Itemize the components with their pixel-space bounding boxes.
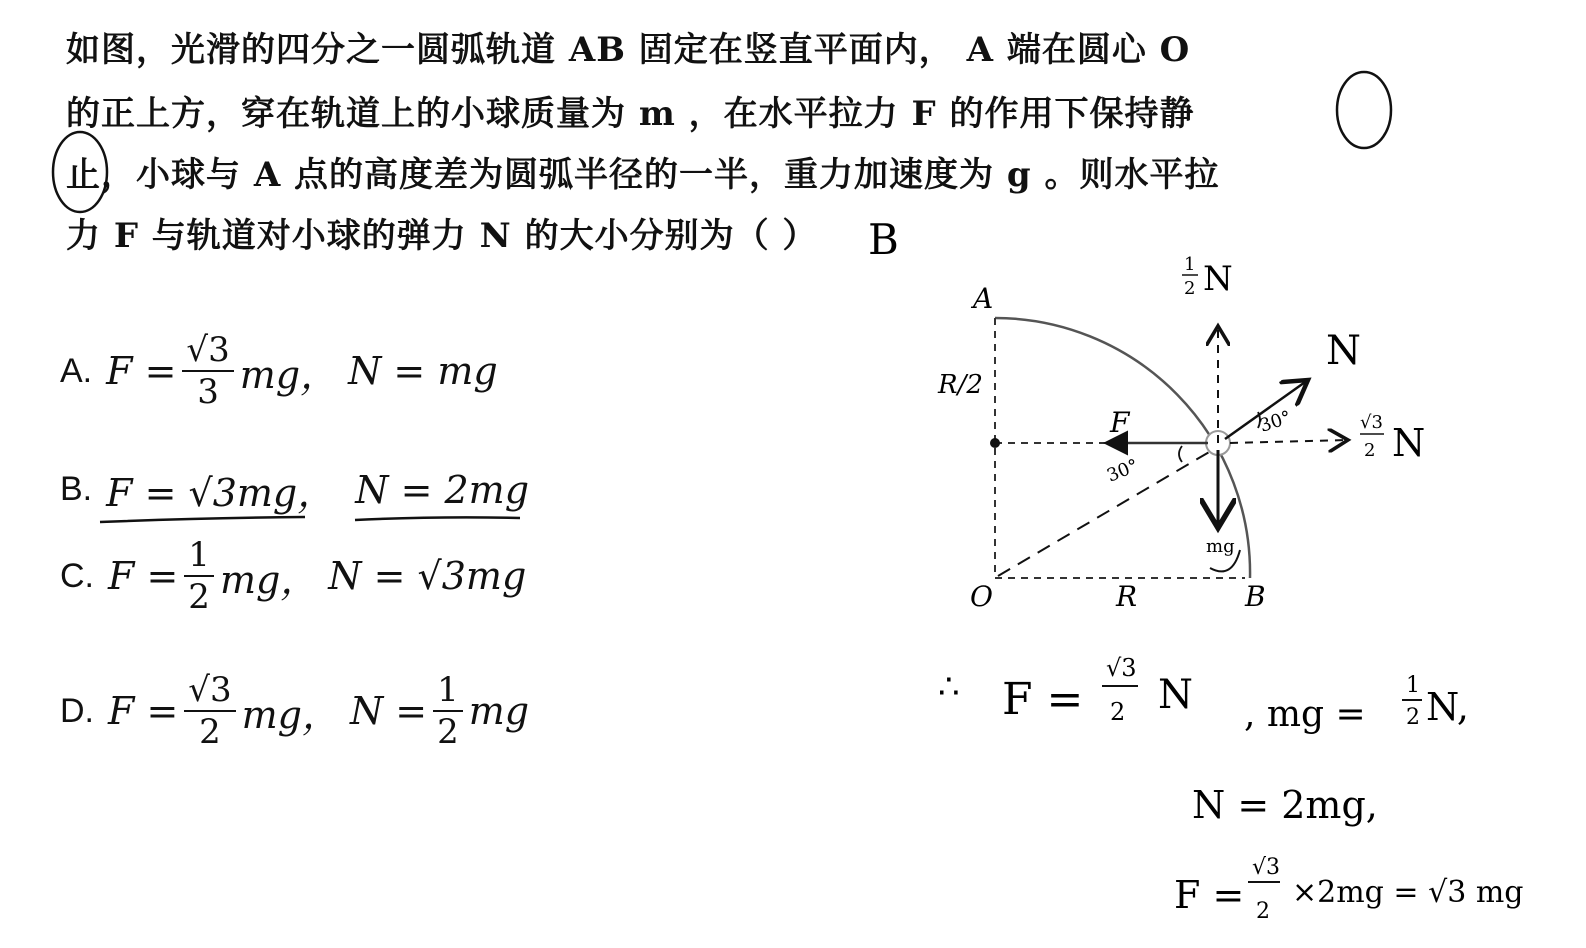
option-c[interactable]: C. F = $\frac{1}{2}$ mg， N = √3mg	[60, 535, 527, 617]
handwritten-working	[930, 640, 1570, 940]
work-line1-left: F =	[1002, 674, 1084, 725]
svg-text:N: N	[1203, 259, 1233, 299]
work-line3-right: ×2mg = √3 mg	[1292, 875, 1524, 910]
svg-text:2: 2	[1256, 899, 1270, 924]
mid-point-dot	[990, 438, 1000, 448]
option-label: C.	[60, 556, 94, 595]
angle-lower-label: 30°	[1104, 455, 1142, 487]
label-f: F	[1110, 406, 1130, 439]
label-r: R	[1116, 580, 1138, 613]
svg-text:√3: √3	[1360, 412, 1383, 433]
svg-text:2: 2	[1406, 705, 1420, 730]
label-r-half: R/2	[938, 370, 983, 400]
circle-mark-zhi	[53, 132, 107, 212]
svg-text:1: 1	[1184, 254, 1196, 275]
label-a: A	[973, 282, 994, 315]
question-line-2: 的正上方，穿在轨道上的小球质量为 m ，在水平拉力 F 的作用下保持静	[66, 94, 1195, 134]
fraction: $\frac{√3}{2}$	[184, 670, 235, 752]
underline-b-f	[100, 517, 305, 522]
work-line2: N = 2mg,	[1192, 783, 1378, 827]
mg-label: mg	[1206, 536, 1235, 557]
fraction: $\frac{1}{2}$	[184, 535, 214, 617]
root3-half-n-label	[1360, 412, 1425, 465]
option-d[interactable]: D. F = $\frac{√3}{2}$ mg， N = $\frac{1}{2}$ mg	[60, 670, 530, 752]
work-line3-left: F =	[1174, 873, 1245, 917]
physics-diagram	[920, 250, 1480, 630]
label-b: B	[1245, 580, 1266, 613]
svg-text:2: 2	[1364, 440, 1376, 461]
svg-text:1: 1	[1406, 673, 1420, 698]
work-line1-right: , mg =	[1244, 694, 1366, 735]
svg-text:√3: √3	[1106, 654, 1137, 682]
svg-text:√3: √3	[1252, 855, 1281, 880]
handwritten-answer: B	[868, 215, 899, 264]
fraction: $\frac{1}{2}$	[433, 670, 463, 752]
fraction: $\frac{√3}{3}$	[182, 330, 233, 412]
therefore-symbol: ∴	[938, 667, 960, 707]
angle-upper-label: 30°	[1257, 406, 1294, 437]
svg-text:2: 2	[1184, 278, 1196, 299]
circle-mark-jing	[1337, 72, 1391, 148]
question-line-1: 如图，光滑的四分之一圆弧轨道 AB 固定在竖直平面内， A 端在圆心 O	[66, 30, 1191, 70]
root3-half-n-arrow	[1230, 440, 1348, 443]
option-b[interactable]: B. F = √3mg， N = 2mg	[60, 467, 530, 515]
question-line-4: 力 F 与轨道对小球的弹力 N 的大小分别为（ ）	[66, 216, 818, 256]
angle-arc-lower	[1179, 446, 1182, 462]
half-n-label	[1182, 254, 1233, 299]
svg-text:N: N	[1158, 672, 1193, 718]
underline-b-n	[355, 517, 520, 520]
svg-text:N,: N,	[1426, 685, 1469, 729]
option-label: A.	[60, 351, 93, 390]
option-label: B.	[60, 470, 93, 508]
svg-text:2: 2	[1110, 698, 1126, 726]
option-label: D.	[60, 691, 94, 730]
label-o: O	[970, 580, 993, 613]
svg-text:N: N	[1392, 421, 1426, 465]
option-a[interactable]: A. F = $\frac{√3}{3}$ mg， N = mg	[60, 330, 498, 412]
n-label: N	[1326, 328, 1361, 374]
question-line-3: 止，小球与 A 点的高度差为圆弧半径的一半，重力加速度为 g 。则水平拉	[66, 155, 1220, 195]
